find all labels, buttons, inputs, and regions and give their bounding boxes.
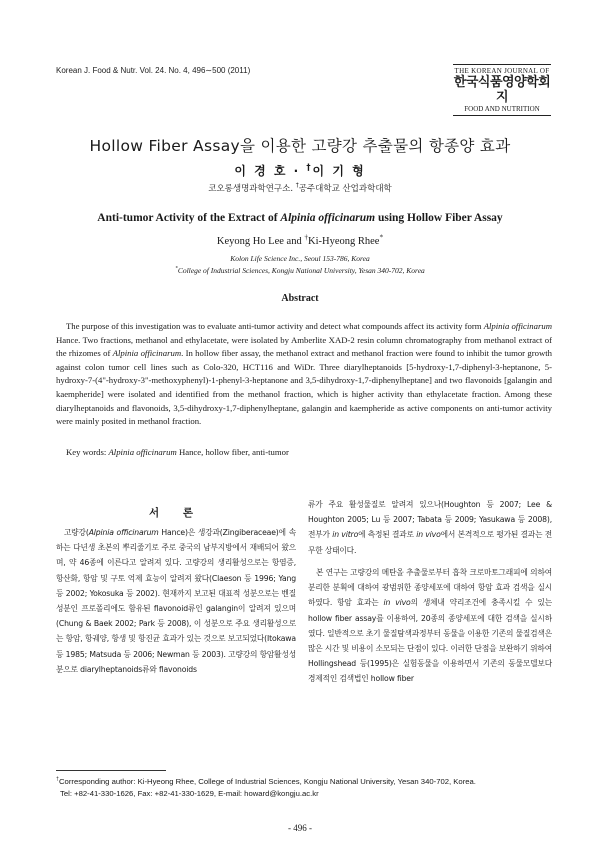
journal-name-en-bottom: FOOD AND NUTRITION — [453, 105, 551, 116]
affiliation-en-1: Kolon Life Science Inc., Seoul 153-786, Korea — [230, 254, 370, 263]
intro-left-species: Alpinia officinarum — [88, 528, 159, 537]
intro-right2-invivo: in vivo — [383, 598, 411, 608]
title-korean: Hollow Fiber Assay을 이용한 고량강 추출물의 항종양 효과 — [89, 137, 511, 155]
intro-left-text-1: 고량강( — [64, 528, 89, 537]
intro-left-column — [56, 525, 296, 677]
authors-korean — [0, 162, 600, 179]
authors-english — [0, 232, 600, 247]
corresponding-mark-en: † — [304, 232, 309, 242]
section-heading-intro: 서 론 — [149, 507, 203, 519]
intro-right1-text-1: 류가 주요 활성물질로 알려져 있으나(Houghton 등 2007; Lee & Houghton 2005; Lu 등 2007; Tabata 등 2009; Yasukawa 등 2008), 전부가 — [308, 500, 552, 540]
intro-right1-text-2: 에 측정된 결과로 — [358, 530, 417, 540]
intro-right-paragraph-2 — [308, 565, 552, 687]
affil-en-2-text: College of Industrial Sciences, Kongju National University, Yesan 340-702, Korea — [177, 266, 425, 275]
keywords — [66, 447, 552, 457]
footnote-mark: † — [56, 776, 59, 783]
intro-left-text-2: Hance)은 생강과(Zingiberaceae)에 속하는 다년생 초본의 뿌리줄기로 주로 중국의 남부지방에서 재배되어 왔으며, 약 46종에 이른다고 알려져 있다. 고량강의 생리활성으로는 항염증, 항산화, 항암 및 구토 억제 효능이 알려져 왔다(Claeson 등 1996; Yang 등 2002; Yokosuka 등 2002). 현재까지 보고된 대표적 성분으로는 벤질성분인 프로폴리에도 함유된 flavonoid류인 galangin이 알려져 있으며(Chung & Baek 2002; Park 등 2008), 이 성분으로 주요 생리활성으로는 항암, 항궤양, 항생 및 항진균 효과가 있는 것으로 보고되었다(Itokawa 등 1985; Matsuda 등 2006; Newman 등 2003). 고량강의 항암활성성분으로 diarylheptanoids류와 flavonoids — [56, 528, 297, 674]
intro-right1-invivo: in vivo — [416, 530, 441, 540]
title-en-part1: Anti-tumor Activity of the Extract of — [97, 212, 281, 224]
footnote — [56, 776, 552, 800]
journal-citation: Korean J. Food & Nutr. Vol. 24. No. 4, 496∼500 (2011) — [56, 66, 251, 75]
author-en-2: Ki-Hyeong Rhee — [308, 236, 380, 247]
footnote-line-1-text: Corresponding author: Ki-Hyeong Rhee, College of Industrial Sciences, Kongju National University, Yesan 340-702, Korea. — [59, 777, 476, 786]
abstract-species-2: Alpinia officinarum — [112, 348, 182, 359]
abstract-text-1: The purpose of this investigation was to evaluate anti-tumor activity and detect what compounds affect its activity form — [66, 321, 484, 331]
keywords-rest: Hance, hollow fiber, anti-tumor — [176, 447, 289, 457]
keywords-label: Key words: — [66, 447, 109, 457]
intro-right1-invitro: in vitro — [332, 530, 359, 540]
title-en-species: Alpinia officinarum — [280, 212, 376, 224]
title-english — [0, 212, 600, 224]
corresponding-mark: † — [306, 162, 313, 172]
journal-name-en-top: THE KOREAN JOURNAL OF — [453, 64, 551, 75]
page-number: - 496 - — [288, 823, 312, 833]
journal-name-ko: 한국식품영양학회지 — [453, 75, 551, 105]
affil-ko-2: 공주대학교 산업과학대학 — [298, 184, 392, 194]
abstract-body — [56, 320, 552, 429]
footnote-line-1 — [56, 776, 552, 788]
affil-en-mark: * — [175, 265, 178, 272]
affil-mark: † — [295, 182, 299, 190]
affiliation-en-2 — [0, 266, 600, 275]
abstract-text-3: . In hollow fiber assay, the methanol extract and methanol fraction were found to inhibit the tumor growth against colon tumor cell lines such as Colo-320, HCT116 and WiDr. Three diarylheptanoids [5-hydroxy-1,7-diphenyl-3-heptanone, 5-hydroxy-7-(4"-hydroxy-3"-methoxyphenyl)-1-phenyl-3-heptanone and 3,5-dihydroxy-1,7-diphenylheptane] and two flavonoids [galangin and kaempheride] were isolated and identified from the methanol fraction, which is higher activity than ethylacetate fraction. Among these diarylheptanoids and flavonoids, 3,5-dihydroxy-1,7-diphenylheptane, galangin and kaempheride as active components on anti-tumor activity were mainly posited in methanol fraction. — [56, 348, 553, 427]
author-ko-1: 이 경 호 · — [234, 164, 307, 178]
affil-ko-1: 코오롱생명과학연구소. — [208, 184, 296, 194]
affiliations-korean — [0, 182, 600, 194]
author-ko-2: 이 기 형 — [312, 164, 366, 178]
affil-mark-en: * — [379, 232, 384, 242]
abstract-heading: Abstract — [281, 293, 319, 304]
abstract-species-1: Alpinia officinarum — [483, 321, 552, 331]
footnote-line-2: Tel: +82-41-330-1626, Fax: +82-41-330-1629, E-mail: howard@kongju.ac.kr — [60, 789, 319, 798]
keywords-species: Alpinia officinarum — [108, 447, 177, 457]
intro-right2-text-2: 의 생체내 약리조건에 충족시킬 수 있는 hollow fiber assay를 이용하여, 20종의 종양세포에 대한 검색을 실시하였다. 일반적으로 초기 물질탐색과정부터 동물을 이용한 기존의 물질검색은 많은 시간 및 비용이 소모되는 단점이 있다. 이러한 단점을 보완하기 위하여 Hollingshead 등(1995)은 실험동물을 이용하면서 기존의 동물모델보다 경제적인 검색법인 hollow fiber — [308, 598, 553, 684]
intro-right2-text-1: 본 연구는 고량강의 메탄올 추출물로부터 흡착 크로마토그래피에 의하여 분리한 분획에 대하여 광범위한 종양세포에 대하여 항암 효과 검색을 실시하였다. 항암 효과는 — [308, 568, 552, 608]
author-en-1: Keyong Ho Lee and — [216, 236, 305, 247]
footnote-divider — [56, 770, 166, 771]
journal-logo — [453, 64, 551, 116]
intro-right1-text-3: 에서 본격적으로 평가된 결과는 전무한 상태이다. — [308, 530, 553, 555]
title-en-part2: using Hollow Fiber Assay — [375, 212, 503, 224]
abstract-text-2: Hance. Two fractions, methanol and ethylacetate, were isolated by Amberlite XAD-2 resin column chromatography from methanol extract of the rhizomes of — [56, 334, 552, 359]
intro-right-paragraph-1 — [308, 497, 552, 558]
